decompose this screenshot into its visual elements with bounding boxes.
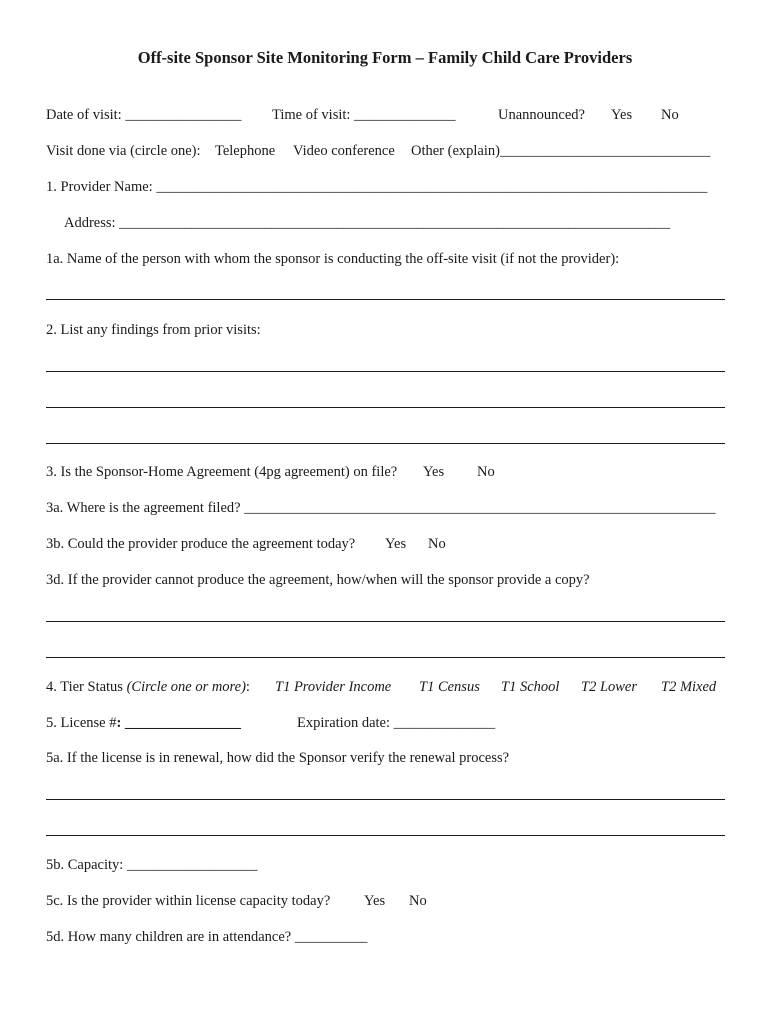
unannounced-yes-option[interactable]: Yes	[611, 107, 633, 123]
q4-label: 4. Tier Status	[46, 679, 123, 695]
license-blank[interactable]: : ________________	[116, 715, 241, 731]
q5a-answer-line-2[interactable]	[46, 835, 725, 836]
visit-via-telephone-option[interactable]: Telephone	[215, 143, 276, 159]
tier-t1-census-option[interactable]: T1 Census	[419, 679, 480, 695]
q3-no-option[interactable]: No	[477, 464, 495, 480]
visit-via-other-field[interactable]: Other (explain)_____________________________	[411, 143, 711, 159]
visit-via-video-option[interactable]: Video conference	[293, 143, 395, 159]
q2-answer-line-2[interactable]	[46, 407, 725, 408]
q3d-question: 3d. If the provider cannot produce the agreement, how/when will the sponsor provide a copy?	[46, 572, 590, 588]
q2-answer-line-3[interactable]	[46, 443, 725, 444]
q1a-question: 1a. Name of the person with whom the sponsor is conducting the off-site visit (if not the provider):	[46, 251, 620, 267]
q4-colon: :	[245, 679, 250, 695]
q3-question: 3. Is the Sponsor-Home Agreement (4pg agreement) on file?	[46, 464, 398, 480]
tier-t2-lower-option[interactable]: T2 Lower	[581, 679, 638, 695]
visit-via-label: Visit done via (circle one):	[46, 143, 201, 159]
q3b-no-option[interactable]: No	[428, 536, 446, 552]
q3b-question: 3b. Could the provider produce the agreement today?	[46, 536, 356, 552]
capacity-field[interactable]: 5b. Capacity: __________________	[46, 857, 258, 873]
provider-name-field[interactable]: 1. Provider Name: ____________________________________________________________________________	[46, 179, 708, 195]
form-title: Off-site Sponsor Site Monitoring Form – Family Child Care Providers	[137, 48, 633, 67]
date-of-visit-field[interactable]: Date of visit: ________________	[46, 107, 242, 123]
q4-question	[46, 678, 250, 696]
unannounced-label: Unannounced?	[498, 107, 585, 123]
q5c-question: 5c. Is the provider within license capacity today?	[46, 893, 331, 909]
q3-yes-option[interactable]: Yes	[423, 464, 445, 480]
q4-hint: (Circle one or more)	[126, 679, 246, 695]
unannounced-no-option[interactable]: No	[661, 107, 679, 123]
q3d-answer-line-2[interactable]	[46, 657, 725, 658]
license-label: 5. License #	[46, 715, 117, 731]
tier-t1-school-option[interactable]: T1 School	[501, 679, 560, 695]
license-number-field[interactable]	[46, 714, 241, 732]
attendance-count-field[interactable]: 5d. How many children are in attendance? __________	[46, 929, 368, 945]
address-field[interactable]: Address: ____________________________________________________________________________	[64, 215, 671, 231]
expiration-date-field[interactable]: Expiration date: ______________	[297, 715, 496, 731]
q2-answer-line-1[interactable]	[46, 371, 725, 372]
q1a-answer-line[interactable]	[46, 299, 725, 300]
tier-t2-mixed-option[interactable]: T2 Mixed	[661, 679, 717, 695]
q5c-no-option[interactable]: No	[409, 893, 427, 909]
tier-t1-provider-income-option[interactable]: T1 Provider Income	[275, 679, 392, 695]
q5a-answer-line-1[interactable]	[46, 799, 725, 800]
q5a-question: 5a. If the license is in renewal, how did the Sponsor verify the renewal process?	[46, 750, 510, 766]
q3a-field[interactable]: 3a. Where is the agreement filed? _________________________________________________________________	[46, 500, 716, 516]
q5c-yes-option[interactable]: Yes	[364, 893, 386, 909]
q2-question: 2. List any findings from prior visits:	[46, 322, 261, 338]
time-of-visit-field[interactable]: Time of visit: ______________	[272, 107, 456, 123]
q3b-yes-option[interactable]: Yes	[385, 536, 407, 552]
q3d-answer-line-1[interactable]	[46, 621, 725, 622]
